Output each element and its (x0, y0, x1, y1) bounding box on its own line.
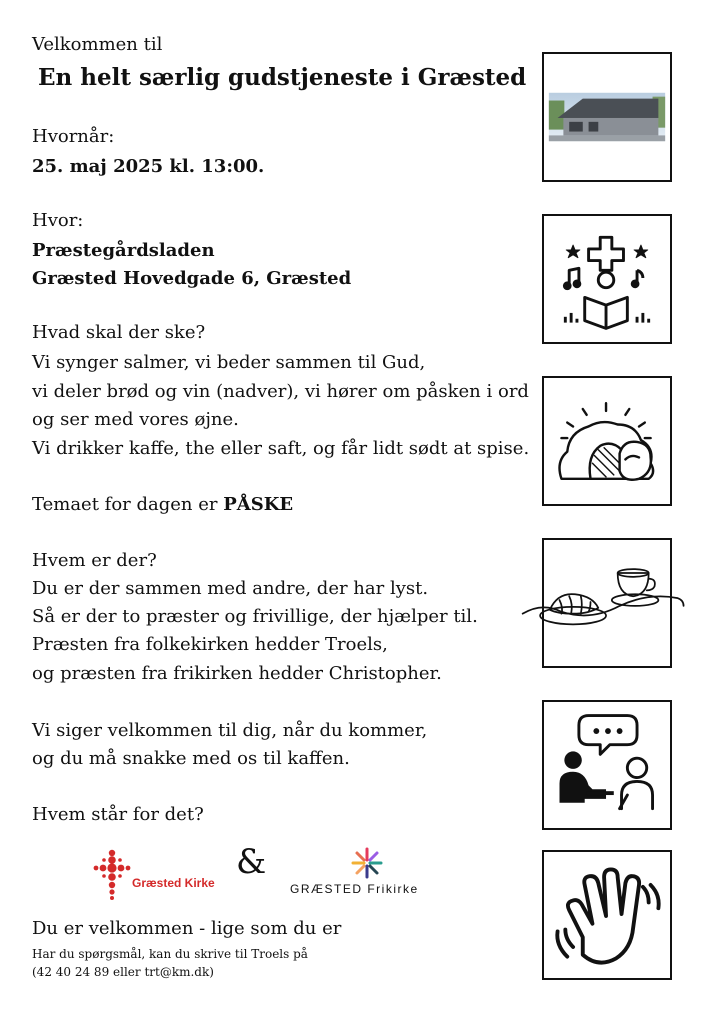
who-line: og præsten fra frikirken hedder Christopher. (32, 663, 442, 684)
red-cross-dots-icon (92, 848, 132, 904)
where-label: Hvor: (32, 210, 84, 231)
conversation-icon (544, 702, 670, 828)
empty-tomb-icon (544, 378, 670, 504)
where-place: Præstegårdsladen (32, 240, 215, 261)
when-value: 25. maj 2025 kl. 13:00. (32, 156, 265, 177)
graested-frikirke-logo (290, 846, 450, 898)
closing-line: Har du spørgsmål, kan du skrive til Troels på (32, 947, 308, 961)
what-line: vi deler brød og vin (nadver), vi hører om påsken i ord (32, 381, 529, 402)
closing-line: (42 40 24 89 eller trt@km.dk) (32, 965, 214, 979)
who-label: Hvem er der? (32, 550, 157, 571)
theme-line (32, 494, 293, 515)
intro-text: Velkommen til (32, 34, 163, 55)
who-line: Så er der to præster og frivillige, der hjælper til. (32, 606, 478, 627)
welcome-line: og du må snakke med os til kaffen. (32, 748, 350, 769)
welcome-line: Vi siger velkommen til dig, når du kommer, (32, 720, 428, 741)
when-label: Hvornår: (32, 126, 115, 147)
worship-box (542, 214, 672, 344)
coffee-box (542, 538, 672, 668)
building-photo (544, 54, 670, 180)
conversation-box (542, 700, 672, 830)
graested-kirke-logo (92, 848, 222, 904)
who-line: Præsten fra folkekirken hedder Troels, (32, 634, 388, 655)
page-title: En helt særlig gudstjeneste i Græsted (38, 64, 527, 91)
star-burst-icon (350, 846, 384, 880)
where-address: Græsted Hovedgade 6, Græsted (32, 268, 352, 289)
what-line: og ser med vores øjne. (32, 409, 239, 430)
theme-prefix: Temaet for dagen er (32, 494, 224, 515)
organizer-label: Hvem står for det? (32, 804, 204, 825)
what-line: Vi drikker kaffe, the eller saft, og får lidt sødt at spise. (32, 438, 530, 459)
closing-headline: Du er velkommen - lige som du er (32, 918, 342, 939)
what-line: Vi synger salmer, vi beder sammen til Gud, (32, 352, 426, 373)
who-line: Du er der sammen med andre, der har lyst. (32, 578, 429, 599)
waving-hand-box (542, 850, 672, 980)
logo1-text: Græsted Kirke (132, 876, 215, 890)
building-photo-box (542, 52, 672, 182)
worship-icon (544, 216, 670, 342)
coffee-croissant-icon (544, 540, 670, 666)
theme-word: PÅSKE (223, 494, 294, 515)
empty-tomb-box (542, 376, 672, 506)
logo2-text: GRÆSTED Frikirke (290, 882, 419, 896)
ampersand: & (236, 842, 267, 882)
waving-hand-icon (544, 852, 670, 978)
what-label: Hvad skal der ske? (32, 322, 206, 343)
